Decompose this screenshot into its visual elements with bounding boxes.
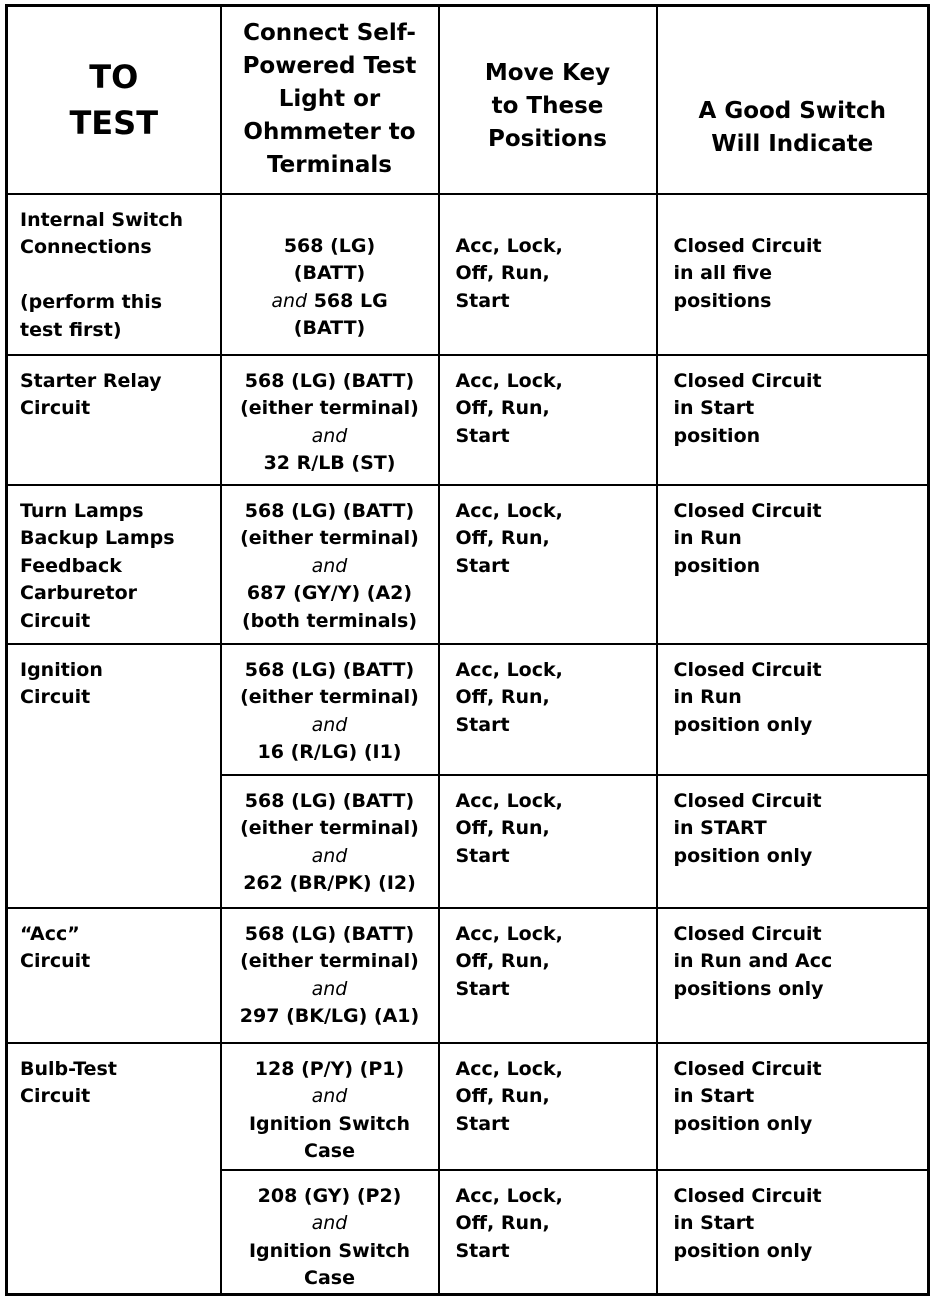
row-bulb-test-1 [7,1043,929,1170]
row-internal-switch [7,194,929,355]
terminals-cell: 568 (LG) (BATT) (either terminal) and 16 (R/LG) (I1) [221,644,439,775]
indicate-cell: Closed Circuit in Start position [657,355,929,485]
header-connect-terminals: Connect Self- Powered Test Light or Ohmmeter to Terminals [221,6,439,194]
indicate-cell: Closed Circuit in Run position only [657,644,929,775]
positions-cell: Acc, Lock, Off, Run, Start [439,644,657,775]
terminals-cell: 128 (P/Y) (P1) and Ignition Switch Case [221,1043,439,1170]
indicate-cell: Closed Circuit in Start position only [657,1170,929,1295]
test-cell: Bulb-Test Circuit [7,1043,221,1295]
ignition-switch-test-table [5,4,930,1296]
terminals-cell: 568 (LG) (BATT) and 568 LG (BATT) [221,194,439,355]
test-cell: Ignition Circuit [7,644,221,908]
terminals-cell: 568 (LG) (BATT) (either terminal) and 32 R/LB (ST) [221,355,439,485]
test-cell: Starter Relay Circuit [7,355,221,485]
indicate-cell: Closed Circuit in Run and Acc positions only [657,908,929,1043]
positions-cell: Acc, Lock, Off, Run, Start [439,1170,657,1295]
terminals-cell: 208 (GY) (P2) and Ignition Switch Case [221,1170,439,1295]
row-starter-relay [7,355,929,485]
row-acc-circuit [7,908,929,1043]
header-row [7,6,929,194]
terminals-cell: 568 (LG) (BATT) (either terminal) and 297 (BK/LG) (A1) [221,908,439,1043]
indicate-cell: Closed Circuit in Run position [657,485,929,644]
header-good-switch: A Good Switch Will Indicate [657,6,929,194]
positions-cell: Acc, Lock, Off, Run, Start [439,775,657,908]
test-cell: Internal Switch Connections (perform this test first) [7,194,221,355]
indicate-cell: Closed Circuit in START position only [657,775,929,908]
positions-cell: Acc, Lock, Off, Run, Start [439,908,657,1043]
terminals-cell: 568 (LG) (BATT) (either terminal) and 687 (GY/Y) (A2) (both terminals) [221,485,439,644]
indicate-cell: Closed Circuit in Start position only [657,1043,929,1170]
positions-cell: Acc, Lock, Off, Run, Start [439,355,657,485]
positions-cell: Acc, Lock, Off, Run, Start [439,1043,657,1170]
indicate-cell: Closed Circuit in all five positions [657,194,929,355]
row-turn-lamps [7,485,929,644]
header-to-test: TO TEST [7,6,221,194]
header-move-key: Move Key to These Positions [439,6,657,194]
test-cell: Turn Lamps Backup Lamps Feedback Carburetor Circuit [7,485,221,644]
row-ignition-1 [7,644,929,775]
positions-cell: Acc, Lock, Off, Run, Start [439,485,657,644]
test-cell: “Acc” Circuit [7,908,221,1043]
positions-cell: Acc, Lock, Off, Run, Start [439,194,657,355]
terminals-cell: 568 (LG) (BATT) (either terminal) and 262 (BR/PK) (I2) [221,775,439,908]
